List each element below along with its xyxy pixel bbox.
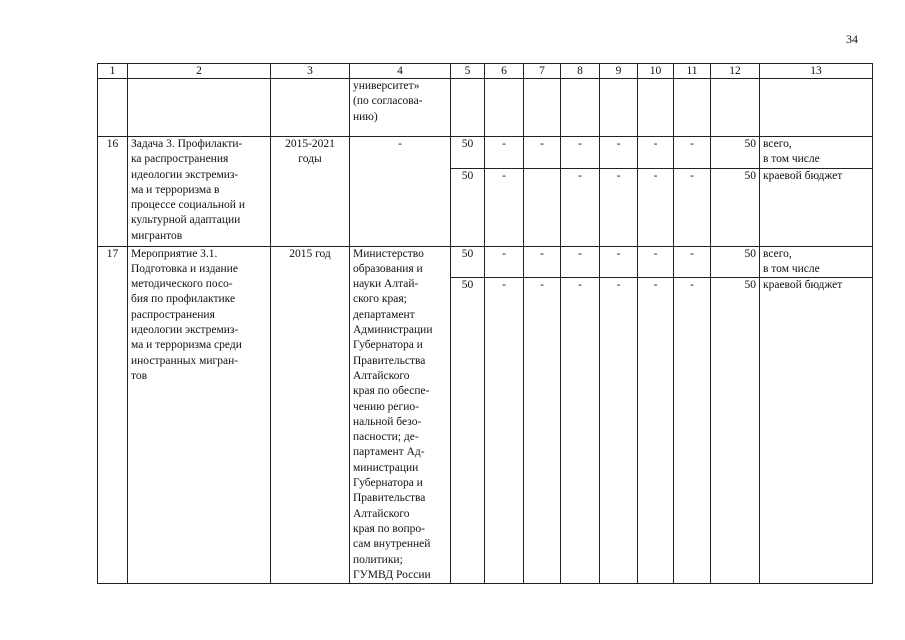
amount-cell: 50 bbox=[451, 137, 485, 169]
amount-cell: - bbox=[600, 137, 638, 169]
executor-cell: университет» (по согласова- нию) bbox=[350, 79, 451, 137]
amount-cell: - bbox=[674, 246, 711, 278]
task-name: Мероприятие 3.1. Подготовка и издание методического посо- бия по профилактике распространения идеологии экстремиз- ма и терроризма среди иностранных мигран- тов bbox=[128, 246, 271, 584]
executor-cell: - bbox=[350, 137, 451, 247]
header-cell: 3 bbox=[271, 64, 350, 79]
continuation-row bbox=[98, 79, 873, 137]
amount-cell: - bbox=[674, 137, 711, 169]
header-cell: 12 bbox=[711, 64, 760, 79]
amount-cell: - bbox=[485, 168, 524, 246]
page-number: 34 bbox=[846, 32, 858, 46]
amount-cell: - bbox=[674, 278, 711, 584]
amount-cell: - bbox=[524, 278, 561, 584]
period-cell: 2015-2021 годы bbox=[271, 137, 350, 247]
amount-cell: - bbox=[638, 168, 674, 246]
amount-cell bbox=[524, 168, 561, 246]
amount-cell: 50 bbox=[451, 246, 485, 278]
source-cell: краевой бюджет bbox=[760, 168, 873, 246]
amount-cell: - bbox=[561, 168, 600, 246]
header-cell: 11 bbox=[674, 64, 711, 79]
amount-cell: 50 bbox=[711, 168, 760, 246]
table-row bbox=[98, 246, 873, 278]
amount-cell: - bbox=[638, 278, 674, 584]
amount-cell: - bbox=[485, 246, 524, 278]
header-cell: 9 bbox=[600, 64, 638, 79]
amount-cell: - bbox=[638, 246, 674, 278]
period-cell: 2015 год bbox=[271, 246, 350, 584]
row-number: 17 bbox=[98, 246, 128, 584]
header-cell: 1 bbox=[98, 64, 128, 79]
amount-cell: 50 bbox=[711, 278, 760, 584]
amount-cell: - bbox=[524, 137, 561, 169]
header-cell: 7 bbox=[524, 64, 561, 79]
amount-cell: - bbox=[561, 278, 600, 584]
amount-cell: - bbox=[600, 278, 638, 584]
amount-cell: 50 bbox=[711, 137, 760, 169]
header-cell: 5 bbox=[451, 64, 485, 79]
header-cell: 4 bbox=[350, 64, 451, 79]
amount-cell: - bbox=[561, 246, 600, 278]
header-cell: 10 bbox=[638, 64, 674, 79]
executor-cell: Министерство образования и науки Алтай- ского края; департамент Администрации Губернатора и Правительства Алтайского края по обеспе- чению регио- нальной безо- пасности; де- партамент Ад- министрации Губернатора и Правительства Алтайского края по вопро- сам внутренней политики; ГУМВД России bbox=[350, 246, 451, 584]
amount-cell: - bbox=[524, 246, 561, 278]
header-cell: 8 bbox=[561, 64, 600, 79]
amount-cell: - bbox=[600, 168, 638, 246]
amount-cell: - bbox=[485, 278, 524, 584]
header-cell: 13 bbox=[760, 64, 873, 79]
amount-cell: - bbox=[561, 137, 600, 169]
program-table bbox=[97, 63, 873, 584]
source-cell: краевой бюджет bbox=[760, 278, 873, 584]
header-cell: 6 bbox=[485, 64, 524, 79]
amount-cell: - bbox=[638, 137, 674, 169]
header-cell: 2 bbox=[128, 64, 271, 79]
amount-cell: 50 bbox=[451, 168, 485, 246]
table-row bbox=[98, 137, 873, 169]
source-cell: всего, в том числе bbox=[760, 137, 873, 169]
amount-cell: - bbox=[600, 246, 638, 278]
amount-cell: - bbox=[485, 137, 524, 169]
task-name: Задача 3. Профилакти- ка распространения идеологии экстремиз- ма и терроризма в процессе социальной и культурной адаптации мигрантов bbox=[128, 137, 271, 247]
amount-cell: - bbox=[674, 168, 711, 246]
amount-cell: 50 bbox=[451, 278, 485, 584]
header-row bbox=[98, 64, 873, 79]
row-number: 16 bbox=[98, 137, 128, 247]
source-cell: всего, в том числе bbox=[760, 246, 873, 278]
amount-cell: 50 bbox=[711, 246, 760, 278]
